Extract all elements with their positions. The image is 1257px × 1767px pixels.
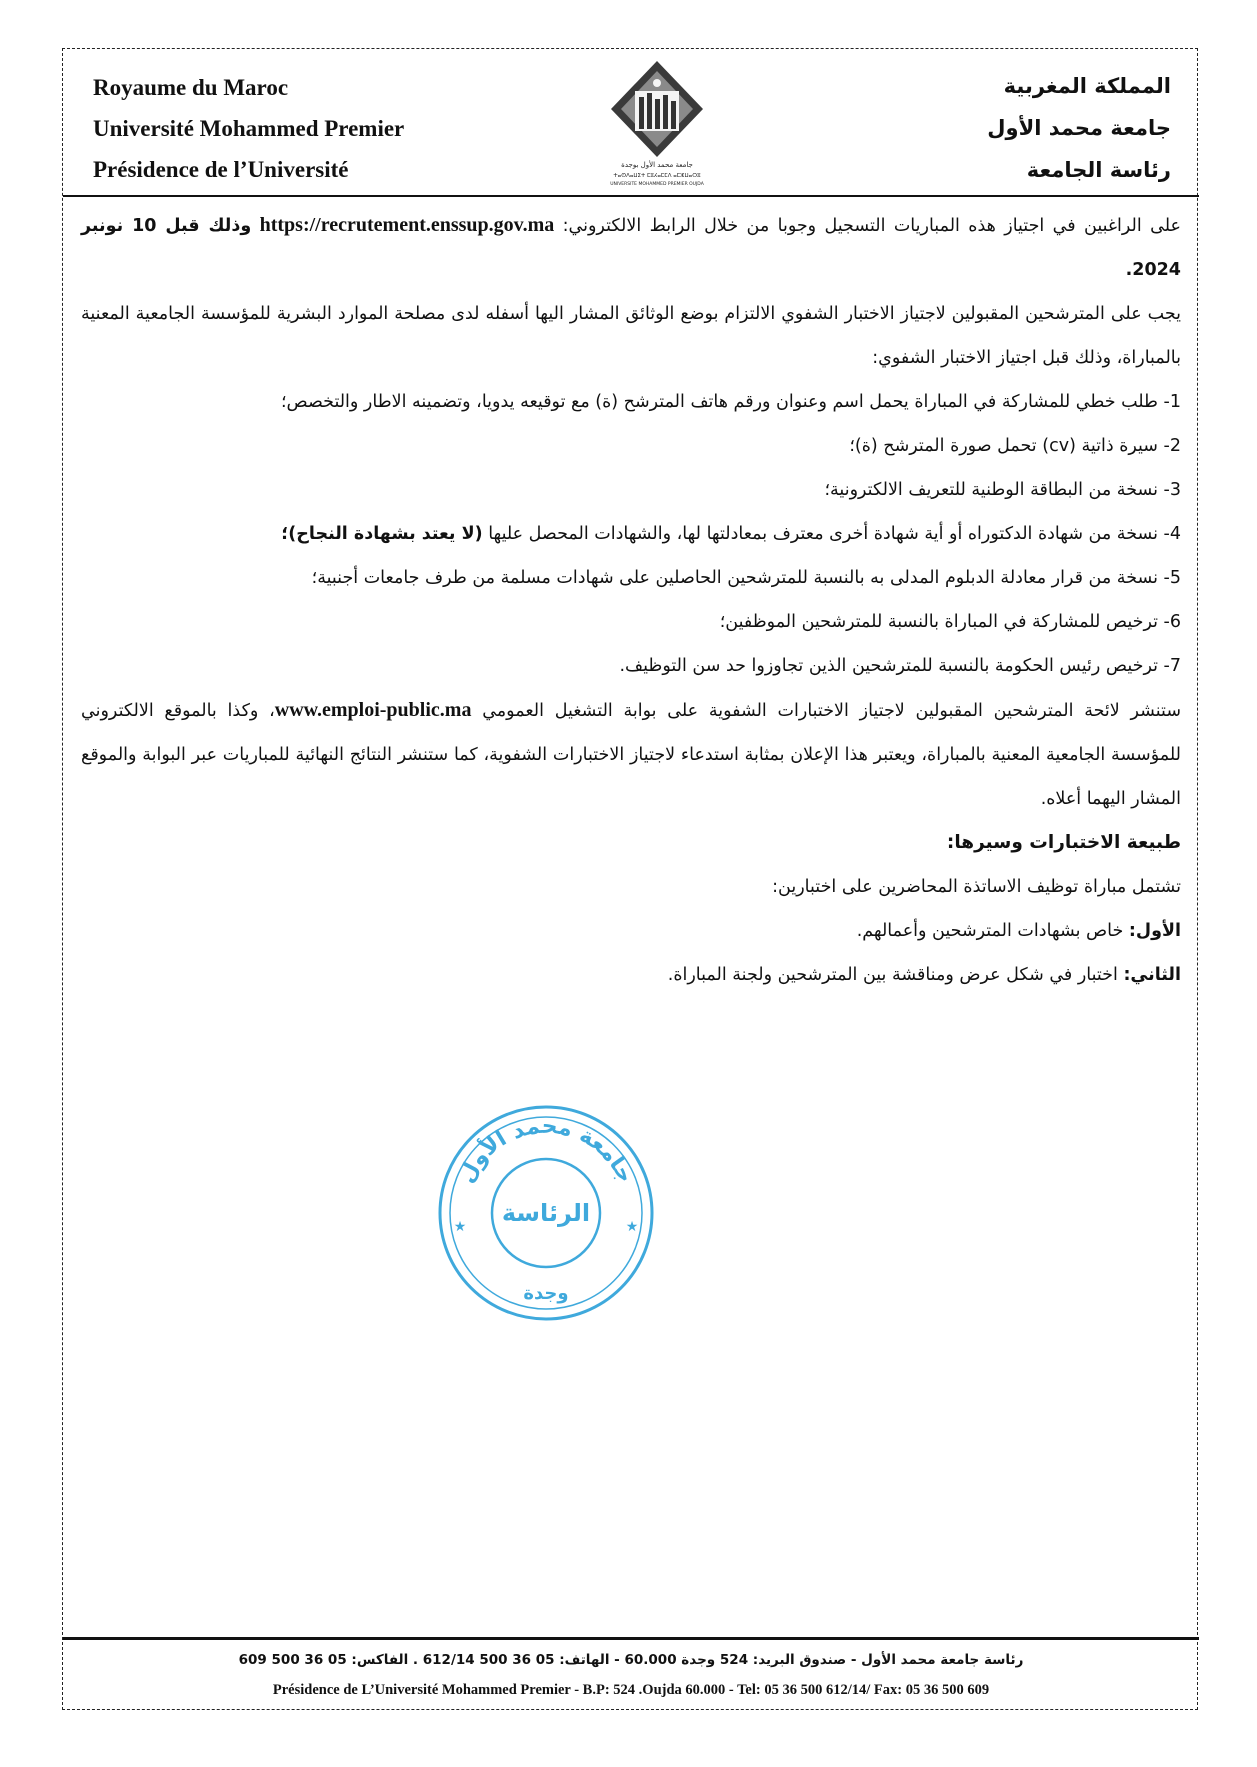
footer-divider [63, 1637, 1199, 1640]
header-divider [63, 195, 1199, 197]
star-icon: ★ [625, 1219, 639, 1235]
university-ar: جامعة محمد الأول [987, 116, 1171, 140]
footer [63, 1645, 1199, 1705]
document-item: 5- نسخة من قرار معادلة الدبلوم المدلى به بالنسبة للمترشحين الحاصلين على شهادات مسلمة من طرف جامعات أجنبية؛ [311, 568, 1181, 588]
logo-emblem-icon [611, 61, 703, 157]
registration-deadline: وذلك قبل 10 نونبر 2024. [81, 216, 1181, 280]
footer-address-fr: Présidence de L’Université Mohammed Premier - B.P: 524 .Oujda 60.000 - Tel: 05 36 500 612/14/ Fax: 05 36 500 609 [272, 1682, 990, 1698]
registration-url[interactable]: https://recrutement.enssup.gov.ma [259, 214, 555, 236]
publication-url[interactable]: www.emploi-public.ma [274, 699, 472, 721]
publication-text-after: ، وكذا بالموقع الالكتروني للمؤسسة الجامعية المعنية بالمباراة، ويعتبر هذا الإعلان بمثابة استدعاء لاجتياز الاختبارات الشفوية، كما ستنشر النتائج النهائية للمباريات عبر البوابة والموقع المشار اليهما أعلاه. [81, 701, 1181, 809]
announcement-body [81, 203, 1181, 997]
stamp-top-text: جامعة محمد الأول [453, 1113, 639, 1187]
document-item: 6- ترخيص للمشاركة في المباراة بالنسبة للمترشحين الموظفين؛ [719, 612, 1181, 632]
document-item: 1- طلب خطي للمشاركة في المباراة يحمل اسم وعنوان ورقم هاتف المترشح (ة) مع توقيعه يدويا، وتضمينه الاطار والتخصص؛ [280, 392, 1181, 412]
letterhead [63, 49, 1199, 194]
exam-first-text: خاص بشهادات المترشحين وأعمالهم. [856, 921, 1124, 941]
publication-text-before: ستنشر لائحة المترشحين المقبولين لاجتياز الاختبارات الشفوية على بوابة التشغيل العمومي [482, 701, 1181, 721]
star-icon: ★ [453, 1219, 467, 1235]
document-item-text: 4- نسخة من شهادة الدكتوراه أو أية شهادة أخرى معترف بمعادلتها لها، والشهادات المحصل عليها [488, 524, 1181, 544]
exam-second-label: الثاني: [1123, 965, 1181, 985]
dashed-frame [62, 48, 1198, 1710]
exam-second-text: اختبار في شكل عرض ومناقشة بين المترشحين ولجنة المباراة. [667, 965, 1118, 985]
logo-caption-tifinagh: ⵜⴰⵙⴷⴰⵡⵉⵜ ⵎⵓⵃⴰⵎⵎⴷ ⴰⵎⵣⵡⴰⵔⵓ [613, 173, 701, 179]
kingdom-ar: المملكة المغربية [1003, 74, 1171, 98]
exam-second [81, 953, 1181, 997]
logo-caption-ar: جامعة محمد الأول بوجدة [621, 161, 693, 169]
logo-caption-fr: UNIVERSITE MOHAMMED PREMIER OUJDA [610, 182, 704, 187]
kingdom-fr: Royaume du Maroc [93, 75, 289, 100]
exam-first [81, 909, 1181, 953]
presidency-ar: رئاسة الجامعة [1026, 158, 1171, 182]
footer-address-ar: رئاسة جامعة محمد الأول - صندوق البريد: 524 وجدة 60.000 - الهاتف: 05 36 500 612/14 . الفاكس: 05 36 500 609 [238, 1652, 1024, 1668]
document-item [81, 512, 1181, 556]
letterhead-arabic [987, 65, 1171, 191]
document-item: 3- نسخة من البطاقة الوطنية للتعريف الالكترونية؛ [824, 480, 1181, 500]
registration-text: على الراغبين في اجتياز هذه المباريات التسجيل وجوبا من خلال الرابط الالكتروني: [562, 216, 1181, 236]
presidency-fr: Présidence de l’Université [93, 157, 349, 182]
exams-intro: تشتمل مباراة توظيف الاساتذة المحاضرين على اختبارين: [772, 877, 1181, 897]
document-item-note: (لا يعتد بشهادة النجاح)؛ [281, 524, 483, 544]
exam-first-label: الأول: [1128, 921, 1181, 941]
registration-paragraph [81, 203, 1181, 292]
university-logo [597, 57, 717, 189]
official-stamp [436, 1103, 656, 1323]
requirements-intro: يجب على المترشحين المقبولين لاجتياز الاختبار الشفوي الالتزام بوضع الوثائق المشار اليها أسفله لدى مصلحة الموارد البشرية للمؤسسة الجامعية المعنية بالمباراة، وذلك قبل اجتياز الاختبار الشفوي: [81, 304, 1181, 368]
stamp-bottom-text: وجدة [523, 1283, 569, 1304]
document-item: 2- سيرة ذاتية (cv) تحمل صورة المترشح (ة)؛ [849, 436, 1181, 456]
stamp-center-text: الرئاسة [501, 1199, 591, 1227]
letterhead-french [93, 67, 404, 190]
publication-paragraph [81, 688, 1181, 821]
university-fr: Université Mohammed Premier [93, 116, 405, 141]
document-item: 7- ترخيص رئيس الحكومة بالنسبة للمترشحين الذين تجاوزوا حد سن التوظيف. [619, 656, 1181, 676]
exams-heading: طبيعة الاختبارات وسيرها: [946, 832, 1181, 853]
